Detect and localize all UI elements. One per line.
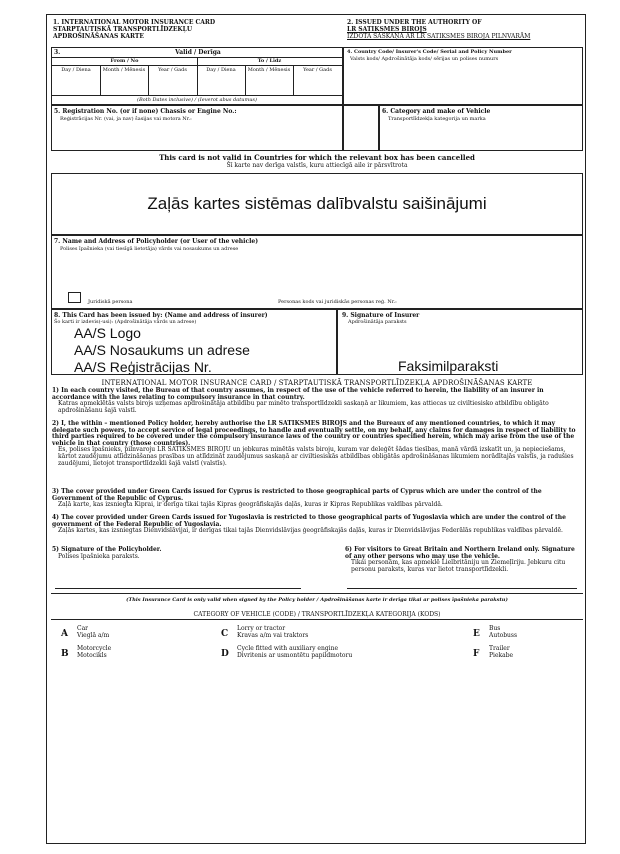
green-card-form xyxy=(46,14,586,844)
card-title-en: 1. INTERNATIONAL MOTOR INSURANCE CARD xyxy=(53,19,216,26)
rule-4-en: 4) The cover provided under Green Cards issued for Yugoslavia is restricted to those geographical parts of Yugoslavia which are under the control of the government of the Federal Republic of Yugoslavia. xyxy=(52,514,566,528)
rule-1-en: 1) In each country visited, the Bureau of that country assumes, in respect of the use of the vehicle referred to herein, the liability of an insurer in accordance with the laws relating to compulsory insurance in that country. xyxy=(52,387,544,401)
validity-notice-en: This card is not valid in Countries for which the relevant box has been cancelled xyxy=(159,153,475,162)
insurer-signature-label-lv: Apdrošinātāja paraksts xyxy=(348,319,407,325)
policyholder-label-en: 7. Name and Address of Policyholder (or User of the vehicle) xyxy=(54,238,259,245)
registration-label-lv: Reģistrācijas Nr. (vai, ja nav) šasijas vai motora Nr.: xyxy=(60,116,192,122)
category-b-en: Motorcycle xyxy=(77,645,112,652)
insurer-logo: AA/S Logo xyxy=(74,325,141,341)
card-title-block xyxy=(53,19,333,40)
rule-4-lv: Zaļās kartes, kas izsniegtas Dienvidslāvijai, ir derīgas tikai tajās Dienvidslāvijas ģeogrāfiskajās daļās, kuras ir Dienvidslāvijas Federālās republikas valdības pārvaldē. xyxy=(58,527,563,535)
validity-from: From / No xyxy=(110,58,139,64)
category-e-en: Bus xyxy=(489,625,501,632)
category-title: CATEGORY OF VEHICLE (CODE) / TRANSPORTLĪDZEKĻA KATEGORIJA (KODS) xyxy=(193,611,441,618)
policy-number-label-lv: Valsts kods/ Apdrošinātāja kods/ sērijas un polises numurs xyxy=(350,56,499,62)
rule-4 xyxy=(52,515,582,535)
registration-box[interactable] xyxy=(51,105,343,151)
to-month-label: Month / Mēnesis xyxy=(247,67,291,73)
validity-num: 3. xyxy=(54,49,61,56)
insurer-signature-label-en: 9. Signature of Insurer xyxy=(342,312,420,319)
from-month-label: Month / Mēnesis xyxy=(102,67,146,73)
validity-to: To / Līdz xyxy=(257,58,282,64)
policy-number-label-en: 4. Country Code/ Insurer's Code/ Serial and Policy Number xyxy=(347,49,512,55)
rule-5-en: 5) Signature of the Policyholder. xyxy=(52,546,162,553)
insurer-label-en: 8. This Card has been issued by: (Name and address of insurer) xyxy=(54,312,268,319)
to-year-label: Year / Gads xyxy=(303,67,332,73)
valid-signed-note: (This Insurance Card is only valid when signed by the Policy holder / Apdrošināšanas karte ir derīga tikai ar polises īpašnieka parakstu) xyxy=(126,597,508,603)
validity-box xyxy=(51,47,343,105)
rule-1-lv: Katras apmeklētās valsts birojs uzņemas apdrošinātāja atbildību par minēto transportlīdzekli saskaņā ar likumiem, kas attiecas uz civiltiesisko atbildību obligāto apdrošināšanu šajā valstī. xyxy=(58,400,549,414)
legal-person-label: Juridiskā persona xyxy=(88,299,133,305)
category-code-box[interactable] xyxy=(343,105,379,151)
category-d-lv: Divritenis ar usmontētu papildmotoru xyxy=(237,652,353,659)
from-day-label: Day / Diena xyxy=(61,67,91,73)
issuer-authority-block xyxy=(347,19,583,40)
category-e-lv: Autobuss xyxy=(489,632,518,639)
rule-3-en: 3) The cover provided under Green Cards issued for Cyprus is restricted to those geographical parts of Cyprus which are under the control of the Government of the Republic of Cyprus. xyxy=(52,488,542,502)
rule-2-en: 2) I, the within – mentioned Policy holder, hereby authorise the LR SATIKSMES BIROJS and the Bureaux of any mentioned countries, to which it may delegate such powers, to accept service of legal proceedings, to handle and eventually settle, on my behalf, any claims for damages in respect of liability to third parties required to be covered under the compulsory insurance laws of the country or countries specified herein, which may arise from the use of the vehicle in that country (those countries). xyxy=(52,420,576,447)
to-day-label: Day / Diena xyxy=(206,67,236,73)
registration-label-en: 5. Registration No. (or if none) Chassis or Engine No.: xyxy=(54,108,237,115)
card-title-lv-1: STARPTAUTISKĀ TRANSPORTLĪDZEKĻU xyxy=(53,26,193,33)
category-c-en: Lorry or tractor xyxy=(237,625,286,632)
issuer-authority-en: 2. ISSUED UNDER THE AUTHORITY OF xyxy=(347,19,482,26)
rule-1 xyxy=(52,388,582,414)
rule-2-lv: Es, polises īpašnieks, pilnvaroju LR SATIKSMES BIROJU un jebkuras minētās valsts biroju, kuram var deleģēt šādas tiesības, manā vārdā izskatīt un, ja nepieciešams, kārtot zaudējumu atlīdzināšanas prasības un atlīdzināt zaudējumus saskaņā ar civiltiesiskās atbildības obligātās apdrošināšanas likumiem norādītajās valstīs, ja radušies zaudējumi, lietojot transportlīdzekli šajā valstī (valstīs). xyxy=(58,446,574,467)
category-e-code: E xyxy=(473,629,480,639)
category-b-code: B xyxy=(61,649,69,659)
vehicle-category-label-lv: Transportlīdzekļa kategorija un marka xyxy=(388,116,486,122)
personal-code-label: Personas kods vai juridiskās personas reģ. Nr.: xyxy=(278,299,397,305)
rule-6-en: 6) For visitors to Great Britain and Northern Ireland only. Signature of any other persons who may use the vehicle. xyxy=(345,546,575,560)
vehicle-category-label-en: 6. Category and make of Vehicle xyxy=(382,108,491,115)
insurer-label-lv: Šo karti ir izdevis(-usi): (Apdrošinātāja vārds un adrese) xyxy=(54,319,197,325)
insurer-reg-number: AA/S Reģistrācijas Nr. xyxy=(74,359,212,375)
both-dates-note: (Both Dates inclusive) / (Ieverot abus datumus) xyxy=(137,97,257,103)
category-a-lv: Vieglā a/m xyxy=(77,632,110,639)
rule-5 xyxy=(52,547,302,560)
insurer-box xyxy=(51,309,337,375)
countries-placeholder: Zaļās kartes sistēmas dalībvalstu saišinājumi xyxy=(147,194,487,213)
insurer-signature-box xyxy=(337,309,583,375)
category-d-code: D xyxy=(221,649,229,659)
category-f-code: F xyxy=(473,649,480,659)
category-b-lv: Motocikls xyxy=(77,652,107,659)
category-c-code: C xyxy=(221,629,229,639)
from-year-label: Year / Gads xyxy=(158,67,187,73)
category-d-en: Cycle fitted with auxiliary engine xyxy=(237,645,338,652)
category-f-en: Trailer xyxy=(489,645,510,652)
facsimile-signature: Faksimilparaksti xyxy=(398,358,499,374)
validity-notice-lv: Šī karte nav derīga valstīs, kuru attiecīgā aile ir pārsvītrota xyxy=(226,162,408,169)
insurer-name-address: AA/S Nosaukums un adrese xyxy=(74,342,250,358)
vehicle-category-box[interactable] xyxy=(379,105,583,151)
other-persons-signature-line[interactable] xyxy=(347,588,577,589)
policy-number-box[interactable] xyxy=(343,47,583,105)
category-a-en: Car xyxy=(77,625,89,632)
rule-6-lv: Tikai personām, kas apmeklē Lielbritāniju un Ziemeļīriju. Jebkuru citu personu paraksts, kuras var lietot transportlīdzekli. xyxy=(351,559,566,573)
category-list xyxy=(61,623,581,663)
countries-box xyxy=(51,173,583,235)
category-f-lv: Piekabe xyxy=(489,652,514,659)
rule-3 xyxy=(52,489,582,509)
legal-person-checkbox[interactable] xyxy=(68,292,81,303)
policyholder-label-lv: Polises īpašnieka (vai tiesīgā lietotāja) vārds vai nosaukums un adrese xyxy=(60,246,239,252)
policyholder-signature-line[interactable] xyxy=(55,588,301,589)
policyholder-box[interactable] xyxy=(51,235,583,309)
category-c-lv: Kravas a/m vai traktors xyxy=(237,632,309,639)
category-a-code: A xyxy=(61,629,68,639)
rule-5-lv: Polises īpašnieka paraksts. xyxy=(58,552,140,560)
issuer-authority-name: LR SATIKSMES BIROJS xyxy=(347,26,427,33)
rules-section-title: INTERNATIONAL MOTOR INSURANCE CARD / STARPTAUTISKĀ TRANSPORTLĪDZEKĻA APDROŠINĀŠANAS KARTE xyxy=(101,379,533,387)
card-title-lv-2: APDROŠINĀŠANAS KARTE xyxy=(53,33,144,40)
rule-2 xyxy=(52,421,582,467)
rule-3-lv: Zaļā karte, kas izsniegta Kiprai, ir derīga tikai tajās Kipras ģeogrāfiskajās daļās, kuras ir Kipras Republikas valdības pārvaldā. xyxy=(58,501,443,509)
validity-title: Valid / Derīga xyxy=(175,49,221,56)
issuer-authority-lv: IZDOTA SASKAŅĀ AR LR SATIKSMES BIROJA PILNVARĀM xyxy=(347,33,531,40)
rule-6 xyxy=(345,547,583,573)
